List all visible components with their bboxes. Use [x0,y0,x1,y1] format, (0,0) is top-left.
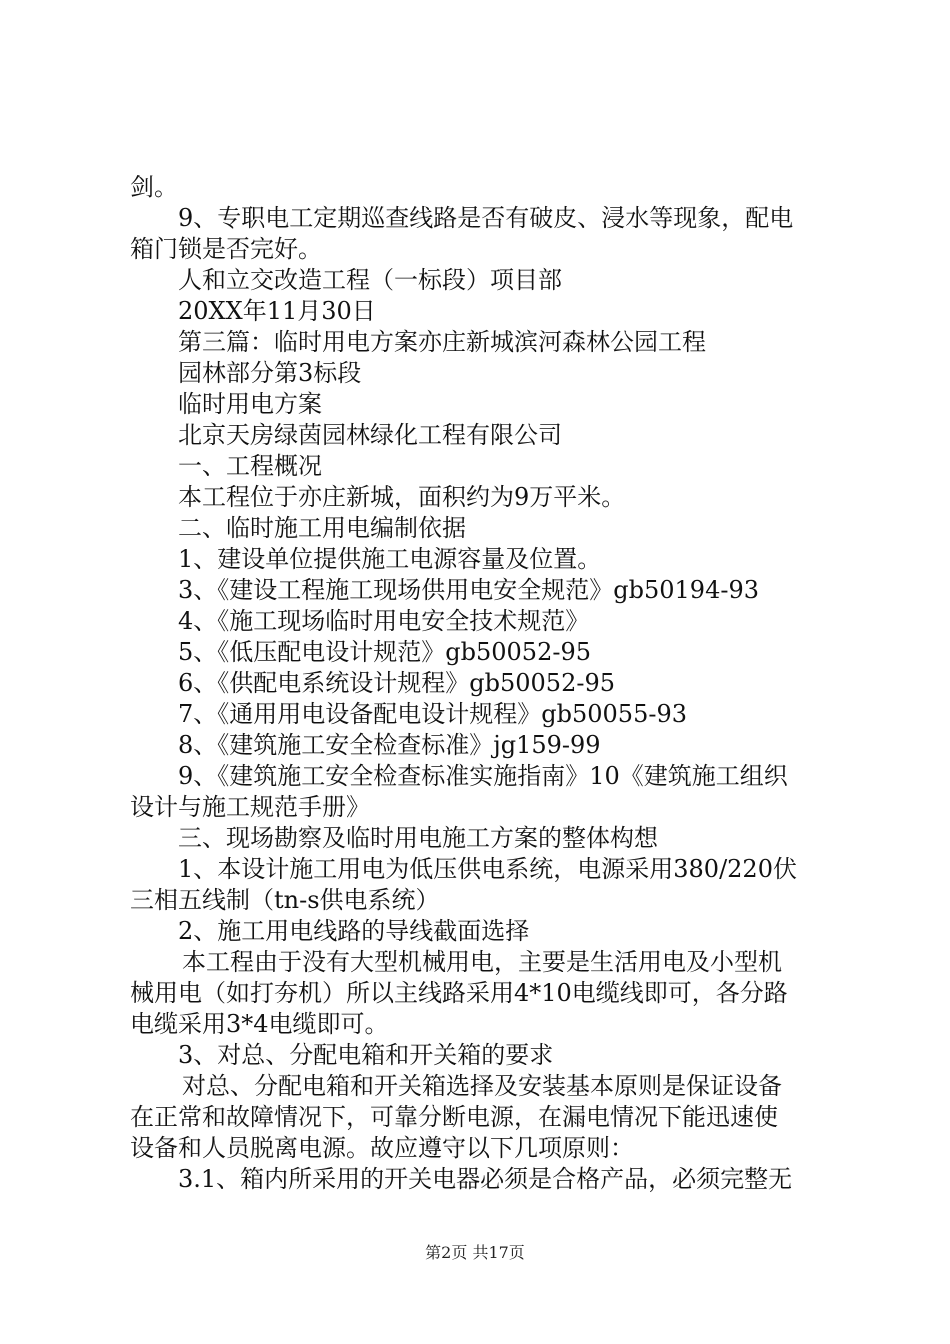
text-line: 园林部分第3标段 [178,359,362,387]
text-line: 本工程位于亦庄新城，面积约为9万平米。 [178,483,626,511]
text-line: 在正常和故障情况下，可靠分断电源，在漏电情况下能迅速使 [130,1103,778,1131]
text-line: 临时用电方案 [178,390,322,418]
text-line: 三相五线制（tn-s供电系统） [130,886,440,914]
text-line: 3、对总、分配电箱和开关箱的要求 [178,1041,554,1069]
text-line: 3、《建设工程施工现场供用电安全规范》gb50194-93 [178,576,759,604]
text-line: 1、建设单位提供施工电源容量及位置。 [178,545,602,573]
text-line: 对总、分配电箱和开关箱选择及安装基本原则是保证设备 [182,1072,782,1100]
text-line: 械用电（如打夯机）所以主线路采用4*10电缆线即可，各分路 [130,979,788,1007]
text-line: 人和立交改造工程（一标段）项目部 [178,266,562,294]
text-line: 9、《建筑施工安全检查标准实施指南》10《建筑施工组织 [178,762,788,790]
text-line: 4、《施工现场临时用电安全技术规范》 [178,607,590,635]
text-line: 二、临时施工用电编制依据 [178,514,466,542]
text-line: 设计与施工规范手册》 [130,793,370,821]
text-line: 三、现场勘察及临时用电施工方案的整体构想 [178,824,658,852]
page-footer: 第2页 共17页 [425,1243,525,1262]
text-line: 箱门锁是否完好。 [130,235,322,263]
text-line: 6、《供配电系统设计规程》gb50052-95 [178,669,615,697]
text-line: 5、《低压配电设计规范》gb50052-95 [178,638,591,666]
text-line: 20XX年11月30日 [178,297,376,325]
text-line: 剑。 [130,173,178,201]
text-line: 1、本设计施工用电为低压供电系统，电源采用380/220伏 [178,855,797,883]
text-line: 第三篇：临时用电方案亦庄新城滨河森林公园工程 [178,328,706,356]
text-line: 一、工程概况 [178,452,322,480]
text-line: 7、《通用用电设备配电设计规程》gb50055-93 [178,700,687,728]
document-body [130,172,830,1195]
text-line: 电缆采用3*4电缆即可。 [130,1010,389,1038]
text-line: 2、施工用电线路的导线截面选择 [178,917,530,945]
text-line: 9、专职电工定期巡查线路是否有破皮、浸水等现象，配电 [178,204,794,232]
text-line: 8、《建筑施工安全检查标准》jg159-99 [178,731,601,759]
text-line: 本工程由于没有大型机械用电，主要是生活用电及小型机 [182,948,782,976]
text-line: 北京天房绿茵园林绿化工程有限公司 [178,421,562,449]
text-line: 设备和人员脱离电源。故应遵守以下几项原则： [130,1134,634,1162]
text-line: 3.1、箱内所采用的开关电器必须是合格产品，必须完整无 [178,1165,793,1193]
